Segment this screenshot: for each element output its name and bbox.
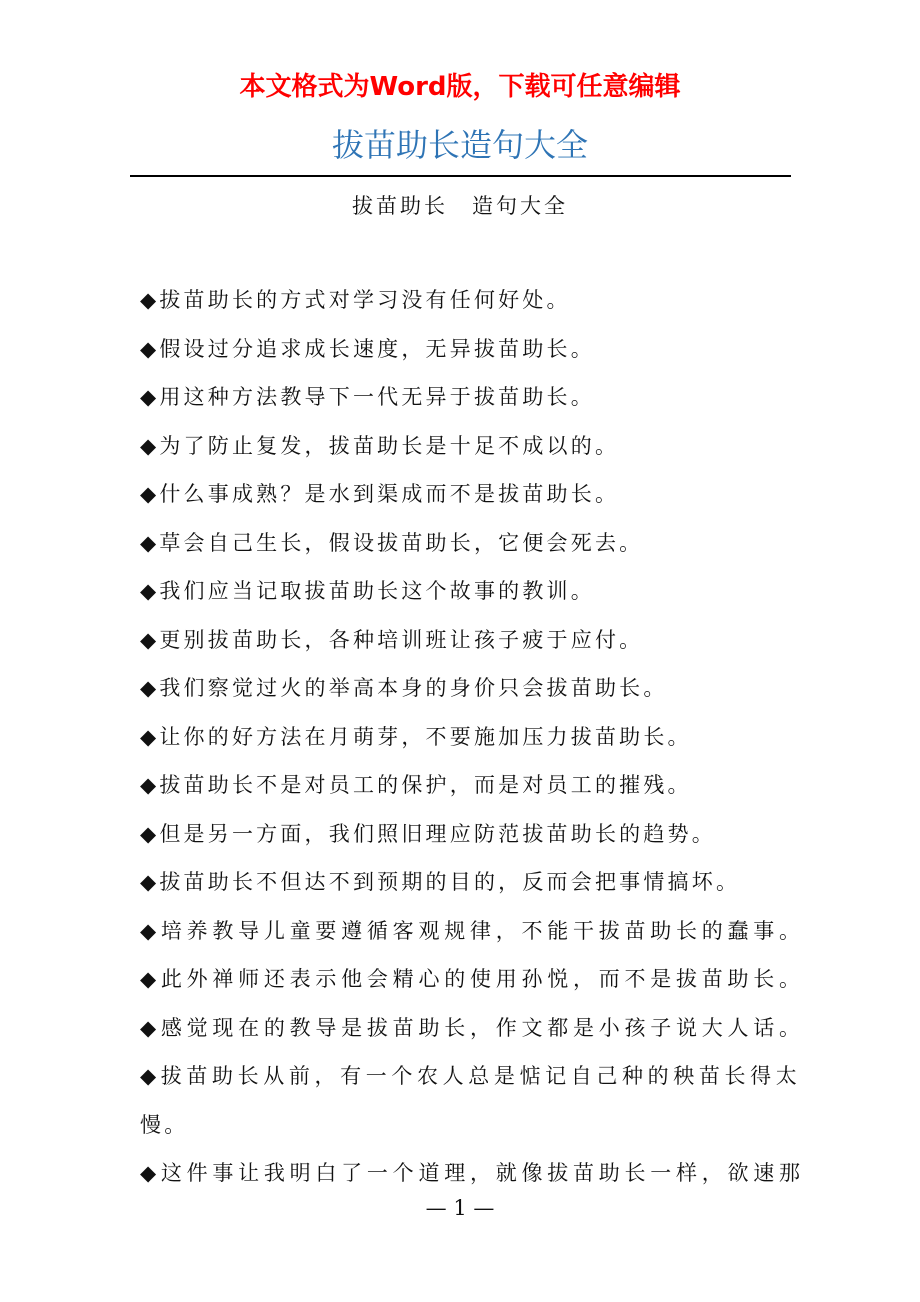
sentence-item: ◆我们应当记取拔苗助长这个故事的教训。	[140, 579, 595, 603]
subtitle-part: 拔苗助长	[352, 194, 448, 218]
sentence-item: ◆我们察觉过火的举高本身的身价只会拔苗助长。	[140, 676, 668, 700]
sentence-item: ◆什么事成熟？是水到渠成而不是拔苗助长。	[140, 482, 620, 506]
subtitle-part: 造句大全	[472, 194, 568, 218]
sentence-item: ◆让你的好方法在月萌芽，不要施加压力拔苗助长。	[140, 724, 692, 749]
sentence-item: ◆拔苗助长从前，有一个农人总是惦记自己种的秧苗长得太慢。	[140, 1064, 800, 1137]
sentence-item: ◆更别拔苗助长，各种培训班让孩子疲于应付。	[140, 627, 644, 652]
title-divider	[130, 175, 791, 177]
sentence-item: ◆为了防止复发，拔苗助长是十足不成以的。	[140, 433, 620, 458]
sentence-item: ◆感觉现在的教导是拔苗助长，作文都是小孩子说大人话。	[140, 1015, 800, 1040]
sentence-item: ◆拔苗助长不是对员工的保护，而是对员工的摧残。	[140, 773, 692, 797]
sentence-item: ◆但是另一方面，我们照旧理应防范拔苗助长的趋势。	[140, 821, 716, 846]
sentence-item: ◆此外禅师还表示他会精心的使用孙悦，而不是拔苗助长。	[140, 967, 800, 991]
sentence-item: ◆拔苗助长不但达不到预期的目的，反而会把事情搞坏。	[140, 870, 741, 894]
sentence-item: ◆草会自己生长，假设拔苗助长，它便会死去。	[140, 530, 644, 555]
sentence-item: ◆这件事让我明白了一个道理，就像拔苗助长一样，欲速那	[140, 1161, 800, 1185]
format-notice-banner: 本文格式为Word版，下载可任意编辑	[239, 72, 681, 102]
document-subtitle	[0, 190, 920, 220]
page-number: — 1 —	[425, 1196, 495, 1220]
sentence-item: ◆拔苗助长的方式对学习没有任何好处。	[140, 288, 571, 312]
sentence-item: ◆假设过分追求成长速度，无异拔苗助长。	[140, 336, 595, 361]
document-title: 拔苗助长造句大全	[331, 126, 588, 164]
sentence-list	[140, 276, 800, 1198]
sentence-item: ◆用这种方法教导下一代无异于拔苗助长。	[140, 385, 595, 409]
sentence-item: ◆培养教导儿童要遵循客观规律，不能干拔苗助长的蠢事。	[140, 918, 800, 943]
